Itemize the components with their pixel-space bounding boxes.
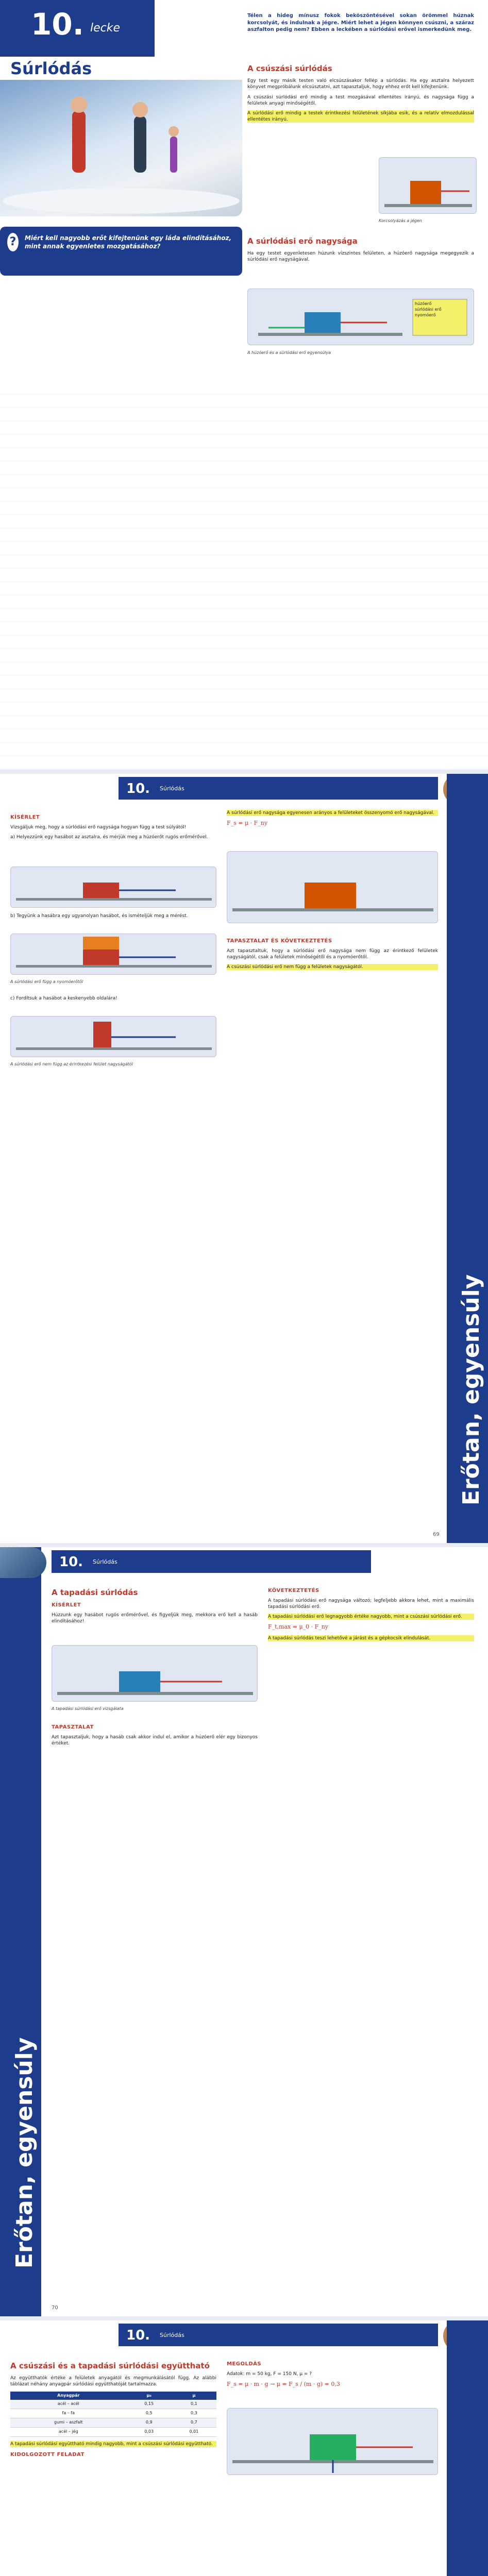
size-title: A súrlódási erő nagysága xyxy=(247,236,358,246)
experiment-title: KÍSÉRLET xyxy=(52,1602,81,1608)
table-cell: 0,3 xyxy=(172,2409,216,2418)
section-size xyxy=(247,232,474,267)
experiment-section xyxy=(10,810,216,844)
page-title: Súrlódás xyxy=(10,59,92,78)
experiment-step-b xyxy=(10,913,216,923)
diagram-legend xyxy=(415,301,472,318)
highlight-2: A tapadási súrlódás teszi lehetővé a járást és a gépkocsik elindulását. xyxy=(268,1635,474,1641)
experiment-figure-a xyxy=(10,867,216,908)
table-cell: acél – acél xyxy=(10,2400,127,2409)
table-cell: 0,1 xyxy=(172,2400,216,2409)
shoe-image xyxy=(0,1547,46,1578)
observation-section xyxy=(52,1720,258,1750)
legend-item: súrlódási erő xyxy=(415,307,442,312)
section-text-2: A csúszási súrlódási erő mindig a test mozgásával ellentétes irányú, és nagysága függ a felületek anyagi minőségétől. xyxy=(247,94,474,106)
skaters-illustration xyxy=(0,80,242,216)
page-1-lower-area xyxy=(0,381,488,770)
table-cell: 0,5 xyxy=(127,2409,172,2418)
table-cell: 0,01 xyxy=(172,2427,216,2436)
highlight-1: A tapadási súrlódási erő legnagyobb értéke nagyobb, mint a csúszási súrlódási erő. xyxy=(268,1614,474,1620)
result-highlight: A súrlódási erő nagysága egyenesen arányos a felületeket összenyomó erő nagyságával. xyxy=(227,810,438,816)
solution-figure xyxy=(227,2408,438,2475)
experiment-figure-b xyxy=(10,934,216,975)
side-band xyxy=(447,2320,488,2576)
table-cell: fa – fa xyxy=(10,2409,127,2418)
solution-formula: F_s = μ · m · g → μ = F_s / (m · g) = 0,3 xyxy=(227,2380,340,2387)
experiment-text: Vizsgáljuk meg, hogy a súrlódási erő nagysága hogyan függ a test súlyától! xyxy=(10,824,187,830)
section-title: A csúszási és a tapadási súrlódási együttható xyxy=(10,2361,210,2370)
experiment-step: c) Fordítsuk a hasábot a keskenyebb oldalára! xyxy=(10,996,117,1001)
page-number: 69 xyxy=(433,1532,440,1537)
solution-data: Adatok: m = 50 kg, F = 150 N, μ = ? xyxy=(227,2371,312,2377)
table-cell: 0,9 xyxy=(127,2418,172,2427)
lesson-number: 10. xyxy=(126,781,150,796)
table-row xyxy=(10,2427,216,2436)
legend-item: nyomóerő xyxy=(415,312,436,317)
table-cell: 0,15 xyxy=(127,2400,172,2409)
page-3 xyxy=(0,1543,488,2316)
experiment-text: Húzzunk egy hasábot rugós erőmérővel, és figyeljük meg, mekkora erő kell a hasáb elindításához! xyxy=(52,1612,258,1624)
lesson-number: 10. xyxy=(31,7,84,42)
question-text: Miért kell nagyobb erőt kifejtenünk egy láda elindításához, mint annak egyenletes mozgatásához? xyxy=(24,234,232,250)
page-1 xyxy=(0,0,488,770)
experiment-title: KÍSÉRLET xyxy=(10,815,40,820)
observation-title: TAPASZTALAT xyxy=(52,1724,94,1730)
adhesion-formula: F_t,max = μ_0 · F_ny xyxy=(268,1623,329,1630)
solution-title: MEGOLDÁS xyxy=(227,2361,262,2367)
page-4 xyxy=(0,2316,488,2576)
side-label: Erőtan, egyensúly xyxy=(458,1274,484,1505)
experiment-step-c xyxy=(10,995,216,1005)
table-cell: 0,03 xyxy=(127,2427,172,2436)
experiment-step: b) Tegyünk a hasábra egy ugyanolyan hasábot, és ismételjük meg a mérést. xyxy=(10,913,188,919)
section-text-1: Egy test egy másik testen való elcsúszásakor fellép a súrlódás. Ha egy asztalra helyezett könyvet megpróbálunk elcsúsztatni, azt tapasztaljuk, hogy ehhez erőt kell kifejtenünk. xyxy=(247,78,474,90)
solution-section xyxy=(227,2357,438,2392)
lesson-word: lecke xyxy=(90,22,121,35)
lesson-title: Súrlódás xyxy=(93,1558,117,1565)
observation-text: Azt tapasztaljuk, hogy a hasáb csak akkor indul el, amikor a húzóerő elér egy bizonyos értéket. xyxy=(52,1734,258,1746)
coefficient-table xyxy=(10,2392,216,2437)
legend-item: húzóerő xyxy=(415,301,432,306)
section-title: A tapadási súrlódás xyxy=(52,1588,138,1597)
photo-caption: Korcsolyázás a jégen xyxy=(379,218,422,223)
result-figure xyxy=(227,851,438,923)
friction-formula: F_s = μ · F_ny xyxy=(227,820,268,827)
question-box xyxy=(0,227,242,276)
ice-skating-photo xyxy=(0,80,242,216)
table-row xyxy=(10,2409,216,2418)
section-sliding xyxy=(247,59,474,126)
conclusion-section xyxy=(268,1583,474,1645)
adhesion-figure xyxy=(52,1645,258,1702)
figure-caption-2: A súrlódási erő nem függ az érintkezési felület nagyságától xyxy=(10,1062,133,1066)
side-label: Erőtan, egyensúly xyxy=(11,2037,38,2268)
lesson-number: 10. xyxy=(126,2328,150,2343)
diagram-caption: A húzóerő és a súrlódási erő egyensúlya xyxy=(247,350,331,355)
table-cell: 0,7 xyxy=(172,2418,216,2427)
question-mark-icon: ? xyxy=(7,233,19,251)
table-header: μ₀ xyxy=(127,2392,172,2400)
experiment-step: a) Helyezzünk egy hasábot az asztalra, és mérjük meg a húzóerőt rugós erőmérővel. xyxy=(10,834,208,840)
example-title: KIDOLGOZOTT FELADAT xyxy=(10,2451,85,2458)
factors-section xyxy=(227,934,438,974)
page-number: 70 xyxy=(52,2305,58,2311)
intro-paragraph: Télen a hideg mínusz fokok beköszöntésével sokan örömmel húznak korcsolyát, és indulnak a jégre. Miért lehet a jégen könnyen csúszni, a száraz aszfalton pedig nem? Ebben a leckében a súrlódási erővel ismerkedünk meg. xyxy=(247,13,474,32)
section-highlight: A súrlódási erő mindig a testek érintkezési felületének síkjába esik, és a relatív elmozdulással ellentétes irányú. xyxy=(247,110,474,122)
figure-caption: A tapadási súrlódási erő vizsgálata xyxy=(52,1706,124,1711)
conclusion-text: A tapadási súrlódási erő nagysága változó; legfeljebb akkora lehet, mint a maximális tapadási súrlódási erő. xyxy=(268,1598,474,1609)
lesson-title: Súrlódás xyxy=(160,785,184,792)
result-section xyxy=(227,810,438,832)
factors-text: Azt tapasztaltuk, hogy a súrlódási erő nagysága nem függ az érintkező felületek nagyságától, csak a felületek minőségétől és a nyomóerőtől. xyxy=(227,948,438,960)
table-cell: acél – jég xyxy=(10,2427,127,2436)
factors-highlight: A csúszási súrlódási erő nem függ a felületek nagyságától. xyxy=(227,964,438,970)
section-text: Az együtthatók értéke a felületek anyagától és megmunkálásától függ. Az alábbi táblázat néhány anyagpár súrlódási együtthatóját tartalmazza. xyxy=(10,2376,216,2387)
intro-text xyxy=(247,12,474,37)
experiment-figure-c xyxy=(10,1016,216,1057)
adhesion-section xyxy=(52,1583,258,1628)
lesson-number: 10. xyxy=(59,1554,83,1570)
factors-title: TAPASZTALAT ÉS KÖVETKEZTETÉS xyxy=(227,938,332,944)
table-cell: gumi – aszfalt xyxy=(10,2418,127,2427)
size-text: Ha egy testet egyenletesen húzunk vízszintes felületen, a húzóerő nagysága megegyezik a súrlódási erő nagyságával. xyxy=(247,251,474,263)
lesson-title: Súrlódás xyxy=(160,2332,184,2338)
table-header: Anyagpár xyxy=(10,2392,127,2400)
figure-caption-1: A súrlódási erő függ a nyomóerőtől xyxy=(10,979,83,984)
table-row xyxy=(10,2418,216,2427)
table-header: μ xyxy=(172,2392,216,2400)
crate-figure xyxy=(379,157,477,214)
page-2 xyxy=(0,770,488,1543)
section-title: A csúszási súrlódás xyxy=(247,64,332,73)
coefficient-section xyxy=(10,2357,216,2461)
conclusion-title: KÖVETKEZTETÉS xyxy=(268,1588,319,1594)
table-row xyxy=(10,2400,216,2409)
coefficient-highlight: A tapadási súrlódási együttható mindig nagyobb, mint a csúszási súrlódási együttható. xyxy=(10,2441,216,2447)
